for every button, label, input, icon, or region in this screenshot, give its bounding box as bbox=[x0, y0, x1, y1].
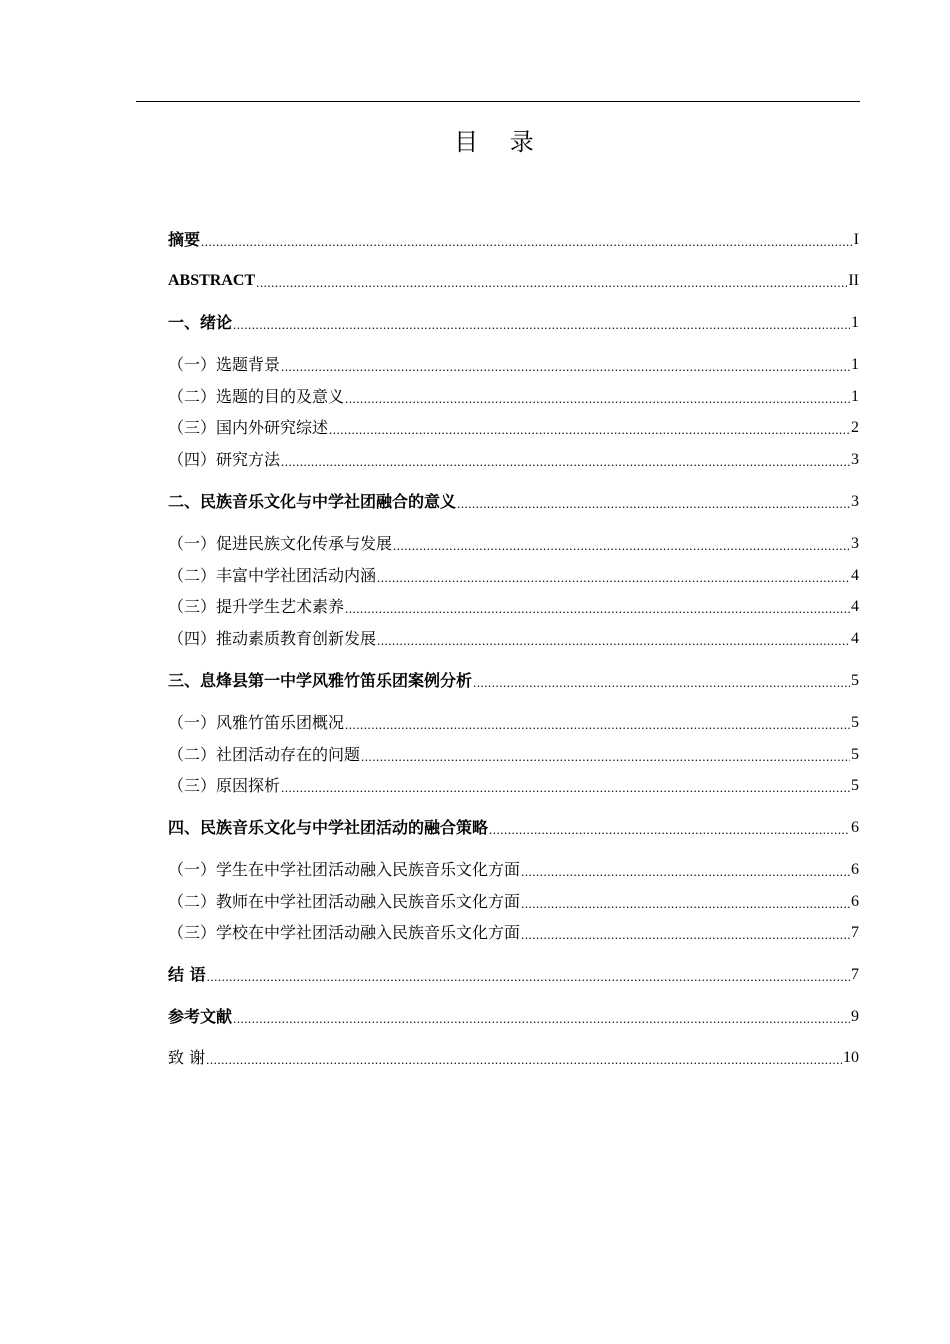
toc-leader-dots bbox=[473, 670, 850, 692]
toc-leader-dots bbox=[281, 449, 850, 471]
toc-leader-dots bbox=[489, 817, 850, 839]
toc-entry-1-2[interactable] bbox=[168, 382, 859, 408]
toc-entry-2-3[interactable] bbox=[168, 592, 859, 618]
toc-leader-dots bbox=[521, 859, 850, 881]
toc-entry-3-1[interactable] bbox=[168, 708, 859, 734]
toc-entry-chapter-2[interactable] bbox=[168, 487, 859, 513]
toc-leader-dots bbox=[521, 891, 850, 913]
toc-leader-dots bbox=[377, 628, 850, 650]
toc-page-number: 1 bbox=[851, 314, 859, 331]
toc-entry-3-3[interactable] bbox=[168, 771, 859, 797]
toc-entry-1-3[interactable] bbox=[168, 413, 859, 439]
toc-page-number: 4 bbox=[851, 630, 859, 647]
toc-entry-title: 致 谢 bbox=[168, 1048, 206, 1067]
toc-leader-dots bbox=[361, 744, 850, 766]
toc-leader-dots bbox=[207, 964, 850, 986]
toc-page-number: 5 bbox=[851, 672, 859, 689]
toc-entry-chapter-4[interactable] bbox=[168, 813, 859, 839]
toc-entry-title: 一、绪论 bbox=[168, 313, 233, 332]
toc-entry-chapter-3[interactable] bbox=[168, 666, 859, 692]
toc-page-number: 3 bbox=[851, 535, 859, 552]
toc-page-number: 6 bbox=[851, 819, 859, 836]
toc-entry-4-1[interactable] bbox=[168, 855, 859, 881]
toc-page-number: 7 bbox=[851, 966, 859, 983]
toc-page-number: 10 bbox=[843, 1049, 859, 1066]
toc-entry-references[interactable] bbox=[168, 1002, 859, 1028]
toc-entry-title: （二）丰富中学社团活动内涵 bbox=[168, 566, 377, 585]
toc-leader-dots bbox=[281, 775, 850, 797]
toc-entry-title: （一）选题背景 bbox=[168, 355, 281, 374]
toc-page-number: 4 bbox=[851, 598, 859, 615]
toc-entry-chapter-1[interactable] bbox=[168, 308, 859, 334]
header-rule bbox=[136, 101, 860, 102]
toc-entry-title: （一）促进民族文化传承与发展 bbox=[168, 534, 393, 553]
toc-page-number: II bbox=[848, 272, 859, 289]
toc-page-number: 3 bbox=[851, 451, 859, 468]
toc-entry-title: （二）社团活动存在的问题 bbox=[168, 745, 361, 764]
toc-entry-title: （四）研究方法 bbox=[168, 450, 281, 469]
toc-entry-title: 摘要 bbox=[168, 230, 201, 249]
toc-page-number: 4 bbox=[851, 567, 859, 584]
toc-entry-title: （三）原因探析 bbox=[168, 776, 281, 795]
toc-page-number: I bbox=[853, 231, 859, 248]
toc-entry-title: （三）国内外研究综述 bbox=[168, 418, 329, 437]
toc-leader-dots bbox=[281, 354, 850, 376]
toc-page-number: 7 bbox=[851, 924, 859, 941]
toc-entry-title: 三、息烽县第一中学风雅竹笛乐团案例分析 bbox=[168, 671, 473, 690]
toc-leader-dots bbox=[233, 312, 850, 334]
toc-leader-dots bbox=[206, 1047, 842, 1069]
toc-leader-dots bbox=[393, 533, 850, 555]
toc-page-number: 5 bbox=[851, 714, 859, 731]
toc-entry-title: （三）提升学生艺术素养 bbox=[168, 597, 345, 616]
toc-entry-title: （二）选题的目的及意义 bbox=[168, 387, 345, 406]
toc-entry-1-4[interactable] bbox=[168, 445, 859, 471]
toc-entry-1-1[interactable] bbox=[168, 350, 859, 376]
toc-page-number: 6 bbox=[851, 893, 859, 910]
toc-leader-dots bbox=[329, 417, 850, 439]
toc-leader-dots bbox=[233, 1006, 850, 1028]
toc-leader-dots bbox=[345, 386, 850, 408]
toc-entry-title: （一）学生在中学社团活动融入民族音乐文化方面 bbox=[168, 860, 521, 879]
toc-page-number: 2 bbox=[851, 419, 859, 436]
toc-entry-title: 四、民族音乐文化与中学社团活动的融合策略 bbox=[168, 818, 489, 837]
toc-entry-title: ABSTRACT bbox=[168, 272, 256, 289]
toc-entry-title: 二、民族音乐文化与中学社团融合的意义 bbox=[168, 492, 457, 511]
toc-entry-title: 参考文献 bbox=[168, 1007, 233, 1026]
toc-page-number: 9 bbox=[851, 1008, 859, 1025]
toc-entry-acknowledgements[interactable] bbox=[168, 1043, 859, 1069]
toc-entry-title: （一）风雅竹笛乐团概况 bbox=[168, 713, 345, 732]
toc-entry-2-2[interactable] bbox=[168, 561, 859, 587]
toc-page-number: 3 bbox=[851, 493, 859, 510]
toc-entry-conclusion[interactable] bbox=[168, 960, 859, 986]
toc-entry-2-4[interactable] bbox=[168, 624, 859, 650]
toc-entry-abstract-en[interactable] bbox=[168, 266, 859, 292]
toc-page-number: 5 bbox=[851, 746, 859, 763]
toc-entry-title: （四）推动素质教育创新发展 bbox=[168, 629, 377, 648]
toc-leader-dots bbox=[457, 491, 850, 513]
toc-page-number: 6 bbox=[851, 861, 859, 878]
toc-leader-dots bbox=[345, 712, 850, 734]
toc-leader-dots bbox=[201, 229, 853, 251]
toc-entry-title: （三）学校在中学社团活动融入民族音乐文化方面 bbox=[168, 923, 521, 942]
toc-leader-dots bbox=[256, 270, 847, 292]
toc-entry-abstract-cn[interactable] bbox=[168, 225, 859, 251]
toc-leader-dots bbox=[345, 596, 850, 618]
toc-entry-4-3[interactable] bbox=[168, 918, 859, 944]
toc-page-number: 5 bbox=[851, 777, 859, 794]
toc-entry-3-2[interactable] bbox=[168, 740, 859, 766]
toc-page-number: 1 bbox=[851, 388, 859, 405]
toc-leader-dots bbox=[521, 922, 850, 944]
toc-entry-2-1[interactable] bbox=[168, 529, 859, 555]
toc-entry-4-2[interactable] bbox=[168, 887, 859, 913]
toc-entry-title: （二）教师在中学社团活动融入民族音乐文化方面 bbox=[168, 892, 521, 911]
toc-leader-dots bbox=[377, 565, 850, 587]
toc-entry-title: 结 语 bbox=[168, 965, 206, 984]
toc-page-number: 1 bbox=[851, 356, 859, 373]
toc-title: 目 录 bbox=[454, 128, 546, 156]
